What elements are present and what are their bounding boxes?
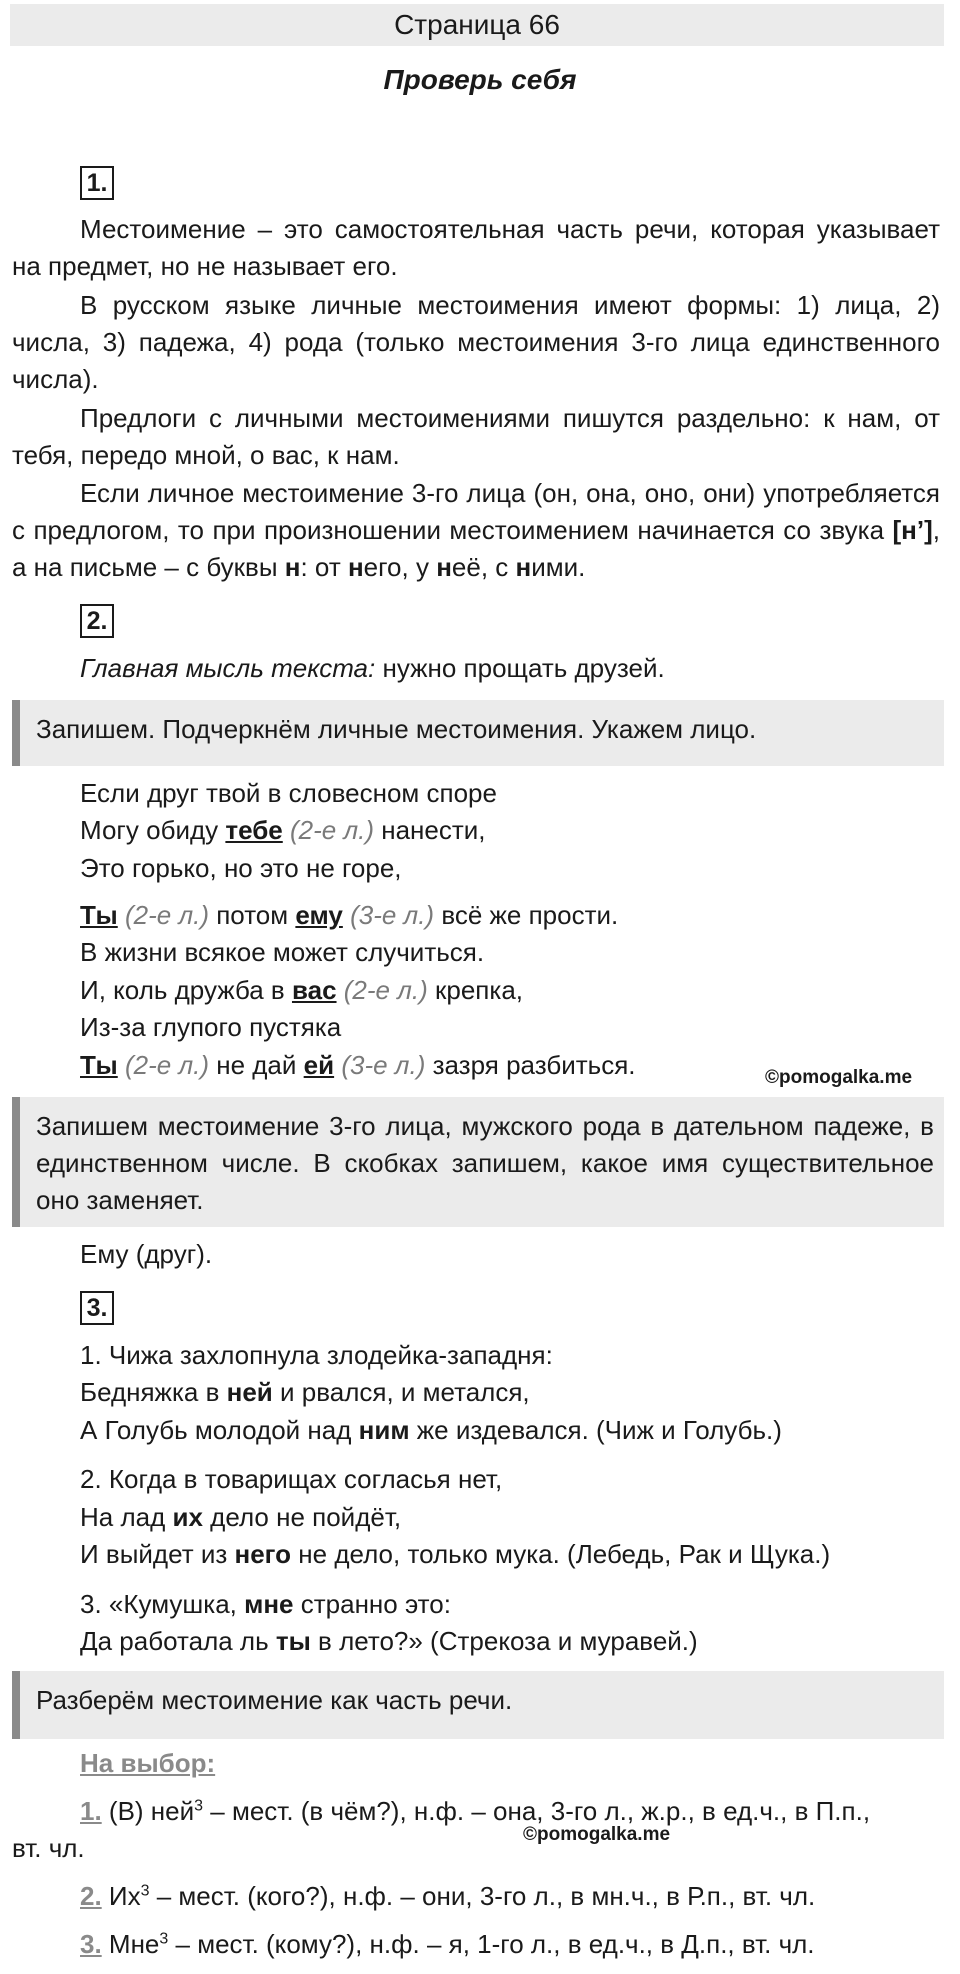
watermark: ©pomogalka.me [523, 1824, 671, 1845]
instruction-box-2: Запишем местоимение 3-го лица, мужского рода в дательном падеже, в единственном числе. В скобках запишем, какое имя существительное оно заменяет. [12, 1097, 944, 1227]
task-1-paragraph-2: В русском языке личные местоимения имеют формы: 1) лица, 2) числа, 3) падежа, 4) рода (только местоимения 3-го лица единственного числа). [12, 290, 940, 394]
quote-line: И выйдет из него не дело, только мука. (Лебедь, Рак и Щука.) [80, 1539, 831, 1569]
task-1-paragraph-4: Если личное местоимение 3-го лица (он, она, оно, они) употребляется с предлогом, то при произношении местоимением начинается со звука [н’], а на письме – с буквы н: от него, у неё, с ними. [12, 478, 940, 582]
quote-line: 1. Чижа захлопнула злодейка-западня: [80, 1340, 553, 1370]
poem-line: И, коль дружба в вас (2-е л.) крепка, [80, 975, 524, 1005]
quote-line: 3. «Кумушка, мне странно это: [80, 1589, 451, 1619]
analysis-line-1-cont: вт. чл. [12, 1833, 85, 1863]
poem-line: Если друг твой в словесном споре [80, 778, 497, 808]
analysis-line-2: 2. $Их^3$ – мест. (кого?), н.ф. – они, 3-го л., в мн.ч., в Р.п., вт. чл. [80, 1881, 816, 1911]
analysis-line-3: 3. Мне$^3$ – мест. (кому?), н.ф. – я, 1-го л., в ед.ч., в Д.п., вт. чл. [80, 1929, 815, 1959]
instruction-box-1: Запишем. Подчеркнём личные местоимения. Укажем лицо. [12, 700, 944, 766]
choice-label: На выбор: [80, 1748, 216, 1778]
task-3-number: 3. [80, 1291, 114, 1325]
main-idea: Главная мысль текста: нужно прощать друзей. [80, 653, 665, 683]
quote-line: А Голубь молодой над ним же издевался. (Чиж и Голубь.) [80, 1415, 782, 1445]
poem-line: Ты (2-е л.) потом ему (3-е л.) всё же прости. [80, 900, 619, 930]
quote-line: Да работала ль ты в лето?» (Стрекоза и муравей.) [80, 1626, 698, 1656]
quote-line: На лад их дело не пойдёт, [80, 1502, 402, 1532]
task-2-number: 2. [80, 604, 114, 638]
watermark: ©pomogalka.me [765, 1067, 913, 1088]
poem-line: Ты (2-е л.) не дай ей (3-е л.) зазря разбиться. [80, 1050, 636, 1080]
poem-line: В жизни всякое может случиться. [80, 937, 485, 967]
page-label: Страница 66 [394, 9, 560, 40]
task-1-paragraph-1: Местоимение – это самостоятельная часть речи, которая указывает на предмет, но не называет его. [12, 214, 940, 281]
sound-n: [н’] [892, 515, 933, 545]
quote-line: 2. Когда в товарищах согласья нет, [80, 1464, 503, 1494]
poem-line: Это горько, но это не горе, [80, 853, 402, 883]
poem-line: Могу обиду тебе (2-е л.) нанести, [80, 815, 486, 845]
task-1-paragraph-3: Предлоги с личными местоимениями пишутся раздельно: к нам, от тебя, передо мной, о вас, к нам. [12, 403, 940, 470]
page-header [10, 4, 944, 46]
page-title: Проверь себя [383, 64, 577, 95]
task-1-number: 1. [80, 166, 114, 200]
task-2-answer: Ему (друг). [80, 1239, 213, 1269]
instruction-box-3: Разберём местоимение как часть речи. [12, 1671, 944, 1739]
poem-line: Из-за глупого пустяка [80, 1012, 342, 1042]
analysis-line-1: 1. (В) ней$^3$ – мест. (в чём?), н.ф. – она, 3-го л., ж.р., в ед.ч., в П.п., [80, 1796, 871, 1826]
quote-line: Бедняжка в ней и рвался, и метался, [80, 1377, 530, 1407]
